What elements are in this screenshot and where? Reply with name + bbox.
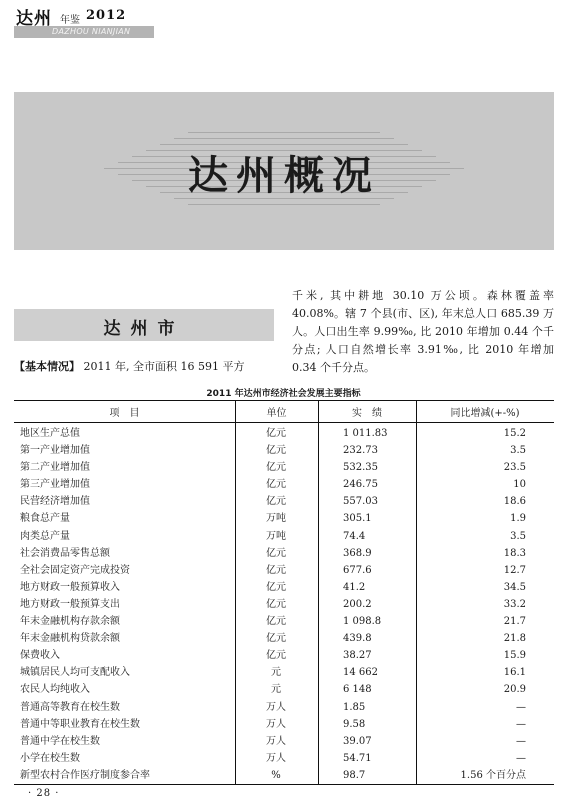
cell-value: 98.7 xyxy=(343,769,366,781)
header-change: 同比增减(+-%) xyxy=(450,408,520,419)
cell-unit: 亿元 xyxy=(266,616,286,628)
header-value: 实 绩 xyxy=(352,408,382,419)
cell-value: 41.2 xyxy=(343,581,366,593)
cell-change: 21.7 xyxy=(503,616,526,628)
cell-value: 54.71 xyxy=(343,752,372,764)
cell-value: 74.4 xyxy=(343,530,366,542)
cell-indicator: 城镇居民人均可支配收入 xyxy=(20,667,130,679)
table-row xyxy=(14,596,554,613)
cell-unit: 亿元 xyxy=(266,428,286,439)
header-item: 项 目 xyxy=(109,408,140,419)
table-row xyxy=(14,442,554,459)
cell-indicator: 第一产业增加值 xyxy=(20,445,90,457)
cell-unit: 亿元 xyxy=(266,547,286,559)
cell-change: 18.6 xyxy=(503,496,526,508)
cell-change: 10 xyxy=(513,479,526,491)
cell-value: 246.75 xyxy=(343,479,378,491)
cell-indicator: 普通中等职业教育在校生数 xyxy=(20,718,140,730)
table-title: 2011 年达州市经济社会发展主要指标 xyxy=(206,389,361,399)
cell-indicator: 地区生产总值 xyxy=(20,428,80,439)
cell-change: — xyxy=(516,718,526,730)
cell-unit: 亿元 xyxy=(266,479,286,491)
table-row xyxy=(14,699,554,716)
table-row xyxy=(14,750,554,767)
cell-change: — xyxy=(516,735,526,747)
cell-value: 232.73 xyxy=(343,445,378,457)
cell-unit: 万人 xyxy=(266,701,286,713)
section-heading-box xyxy=(14,309,274,341)
cell-value: 1 098.8 xyxy=(343,616,382,628)
cell-indicator: 地方财政一般预算收入 xyxy=(20,581,120,593)
yearbook-header xyxy=(14,4,154,40)
table-row xyxy=(14,493,554,510)
table-row xyxy=(14,664,554,681)
table-header xyxy=(14,401,554,423)
cell-change: 12.7 xyxy=(503,564,526,576)
cell-indicator: 全社会固定资产完成投资 xyxy=(20,564,130,576)
cell-indicator: 保费收入 xyxy=(20,650,60,662)
table-row xyxy=(14,733,554,750)
page-number: · 28 · xyxy=(28,788,60,799)
cell-indicator: 民营经济增加值 xyxy=(20,496,90,508)
cell-value: 1.85 xyxy=(343,701,366,713)
cell-unit: 万吨 xyxy=(266,513,286,525)
cell-change: 33.2 xyxy=(503,598,526,610)
cell-change: 1.9 xyxy=(510,513,526,525)
cell-change: 18.3 xyxy=(503,547,526,559)
cell-value: 14 662 xyxy=(343,667,378,679)
header-book-label: 年鉴 xyxy=(60,15,80,26)
table-row xyxy=(14,459,554,476)
table-row xyxy=(14,425,554,442)
cell-change: — xyxy=(516,701,526,713)
cell-value: 39.07 xyxy=(343,735,372,747)
cell-indicator: 小学在校生数 xyxy=(20,752,80,764)
table-row xyxy=(14,528,554,545)
cell-value: 368.9 xyxy=(343,547,372,559)
cell-unit: 万人 xyxy=(266,735,286,747)
cell-indicator: 农民人均纯收入 xyxy=(20,684,90,696)
cell-value: 200.2 xyxy=(343,598,372,610)
cell-change: 3.5 xyxy=(510,445,526,457)
table-row xyxy=(14,562,554,579)
table-body xyxy=(14,423,554,784)
cell-value: 439.8 xyxy=(343,633,372,645)
table-row xyxy=(14,767,554,784)
table-row xyxy=(14,613,554,630)
table-row xyxy=(14,510,554,527)
header-pinyin: DAZHOU NIANJIAN xyxy=(52,27,131,36)
table-row xyxy=(14,476,554,493)
table-row xyxy=(14,545,554,562)
table-row xyxy=(14,681,554,698)
cell-unit: 亿元 xyxy=(266,445,286,457)
cell-change: 1.56 个百分点 xyxy=(460,769,526,781)
cell-value: 38.27 xyxy=(343,650,372,662)
intro-paragraph-left xyxy=(14,358,276,376)
cell-value: 1 011.83 xyxy=(343,428,388,439)
cell-indicator: 普通高等教育在校生数 xyxy=(20,701,120,713)
cell-change: 21.8 xyxy=(503,633,526,645)
cell-change: 16.1 xyxy=(503,667,526,679)
cell-value: 557.03 xyxy=(343,496,378,508)
cell-unit: 元 xyxy=(271,667,281,679)
section-title: 达州市 xyxy=(103,319,185,339)
indicator-table xyxy=(14,400,554,785)
cell-change: — xyxy=(516,752,526,764)
table-row xyxy=(14,716,554,733)
table-row xyxy=(14,630,554,647)
cell-unit: 万吨 xyxy=(266,530,286,542)
cell-unit: 亿元 xyxy=(266,564,286,576)
cell-unit: 万人 xyxy=(266,752,286,764)
cell-unit: 亿元 xyxy=(266,598,286,610)
cell-value: 9.58 xyxy=(343,718,366,730)
cell-indicator: 第三产业增加值 xyxy=(20,479,90,491)
chapter-banner xyxy=(14,92,554,250)
cell-unit: 亿元 xyxy=(266,581,286,593)
cell-unit: 亿元 xyxy=(266,496,286,508)
intro-paragraph-right: 千米, 其中耕地 30.10 万公顷。森林覆盖率 40.08%。辖 7 个县(市、区), 年末总人口 685.39 万人。人口出生率 9.99‰, 比 2010 年增加 0.44 个千分点; 人口自然增长率 3.91‰, 比 2010 年增加 0.34 个千分点。 xyxy=(292,289,554,374)
header-year: 2012 xyxy=(86,8,127,23)
cell-unit: 元 xyxy=(271,684,281,696)
cell-indicator: 社会消费品零售总额 xyxy=(20,547,110,559)
header-brand: 达州 xyxy=(16,9,52,29)
cell-change: 34.5 xyxy=(503,581,526,593)
cell-unit: 亿元 xyxy=(266,633,286,645)
cell-change: 20.9 xyxy=(503,684,526,696)
cell-unit: 亿元 xyxy=(266,650,286,662)
paragraph-text: 2011 年, 全市面积 16 591 平方 xyxy=(80,360,245,373)
chapter-title: 达州概况 xyxy=(188,152,380,199)
cell-indicator: 普通中学在校生数 xyxy=(20,735,100,747)
table-row xyxy=(14,647,554,664)
table-row xyxy=(14,579,554,596)
cell-change: 23.5 xyxy=(503,462,526,474)
cell-value: 305.1 xyxy=(343,513,372,525)
cell-indicator: 年末金融机构贷款余额 xyxy=(20,633,120,645)
cell-indicator: 粮食总产量 xyxy=(20,513,70,525)
cell-indicator: 地方财政一般预算支出 xyxy=(20,598,120,610)
cell-value: 532.35 xyxy=(343,462,378,474)
cell-indicator: 第二产业增加值 xyxy=(20,462,90,474)
cell-unit: % xyxy=(271,769,281,781)
cell-unit: 万人 xyxy=(266,718,286,730)
cell-change: 15.9 xyxy=(503,650,526,662)
cell-indicator: 年末金融机构存款余额 xyxy=(20,616,120,628)
cell-indicator: 肉类总产量 xyxy=(20,530,70,542)
cell-value: 6 148 xyxy=(343,684,372,696)
cell-change: 3.5 xyxy=(510,530,526,542)
cell-unit: 亿元 xyxy=(266,462,286,474)
paragraph-label: 【基本情况】 xyxy=(14,360,80,373)
cell-change: 15.2 xyxy=(503,428,526,439)
header-unit: 单位 xyxy=(266,408,287,419)
cell-indicator: 新型农村合作医疗制度参合率 xyxy=(20,769,150,781)
cell-value: 677.6 xyxy=(343,564,372,576)
